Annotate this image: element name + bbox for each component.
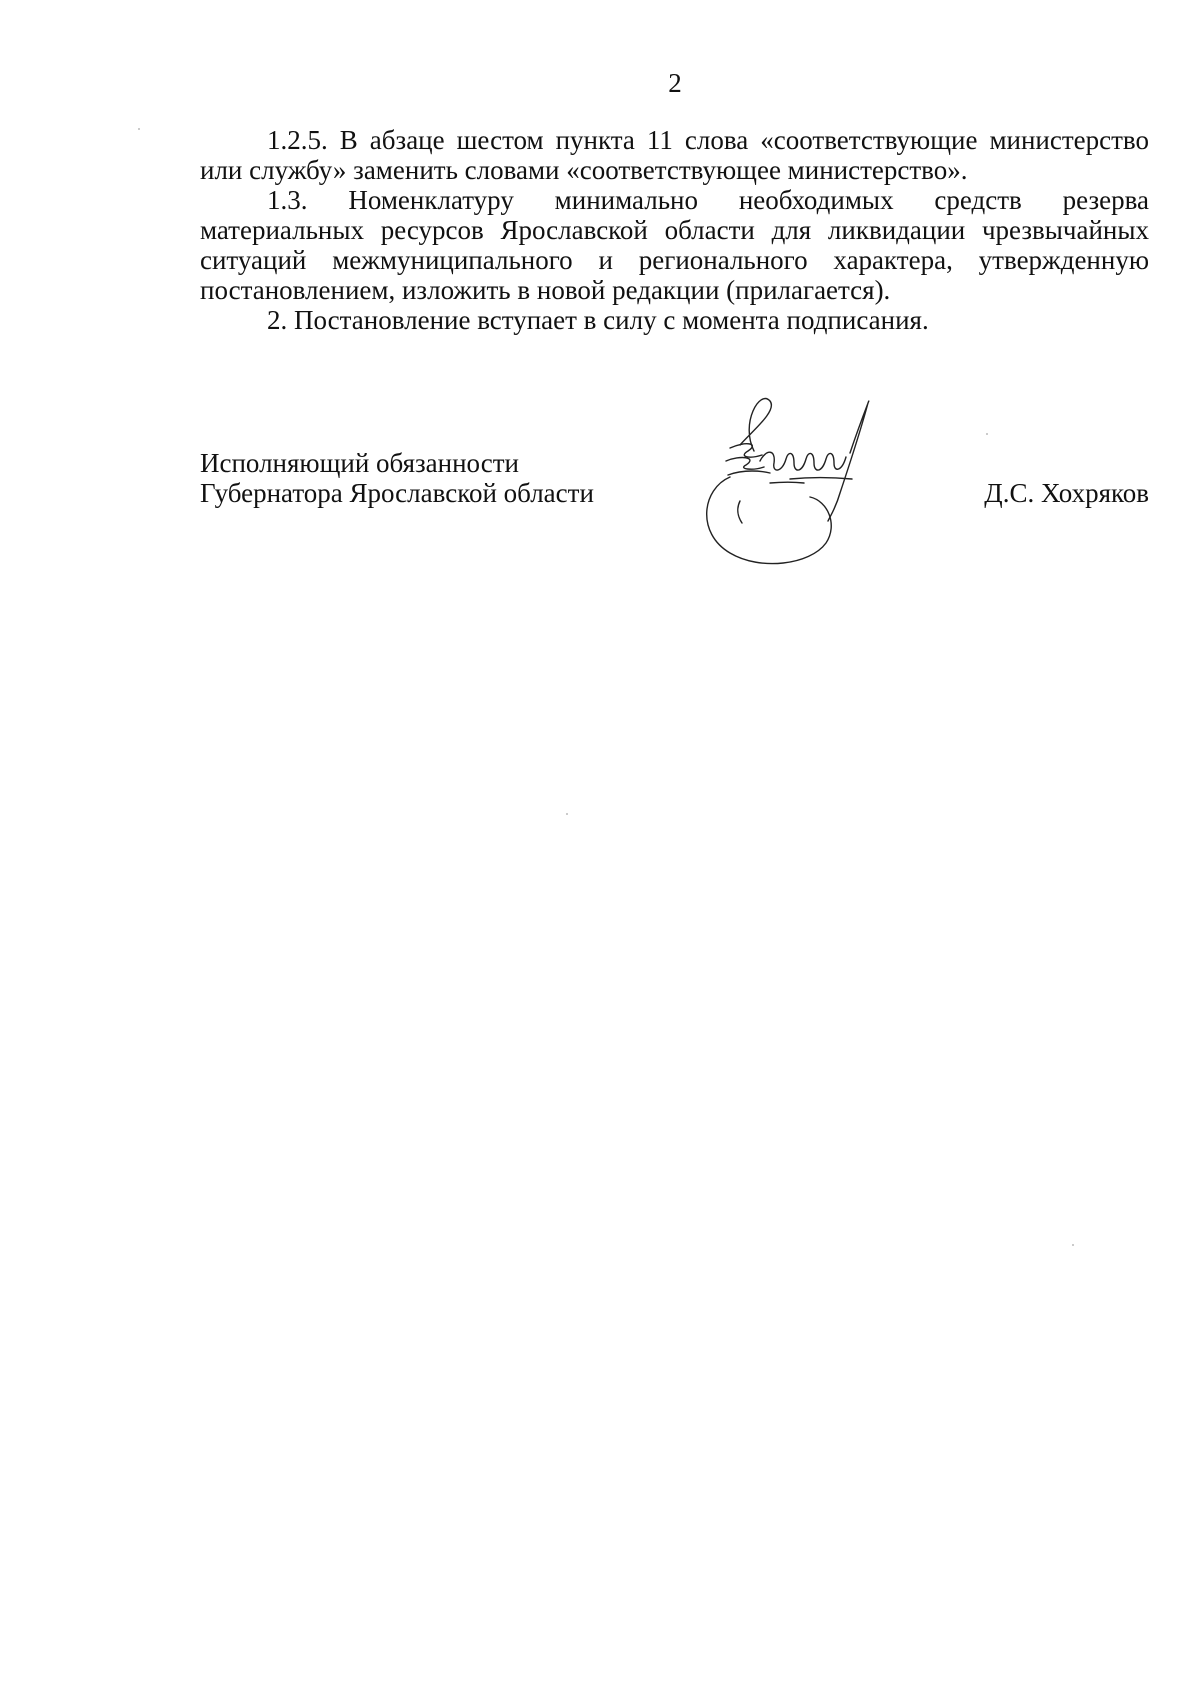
- document-body: [200, 125, 1149, 335]
- scan-speck: [138, 128, 140, 130]
- signer-position-line-2: Губернатора Ярославской области: [200, 478, 594, 508]
- signer-position-line-1: Исполняющий обязанности: [200, 448, 519, 478]
- paragraph-1-3: 1.3. Номенклатуру минимально необходимых средств резерва материальных ресурсов Ярославской области для ликвидации чрезвычайных ситуаций межмуниципального и регионального характера, утвержденную постановлением, изложить в новой редакции (прилагается).: [200, 185, 1149, 305]
- scan-speck: [1072, 1244, 1074, 1246]
- scan-speck: [986, 433, 988, 435]
- paragraph-2: 2. Постановление вступает в силу с момента подписания.: [267, 305, 929, 335]
- handwritten-signature: [700, 393, 940, 593]
- scan-speck: [566, 813, 568, 815]
- signer-name: Д.С. Хохряков: [984, 478, 1149, 508]
- signature-block: [200, 448, 1149, 508]
- paragraph-1-2-5: 1.2.5. В абзаце шестом пункта 11 слова «соответствующие министерство или службу» заменить словами «соответствующее министерство».: [200, 125, 1149, 185]
- page-number: 2: [668, 68, 682, 98]
